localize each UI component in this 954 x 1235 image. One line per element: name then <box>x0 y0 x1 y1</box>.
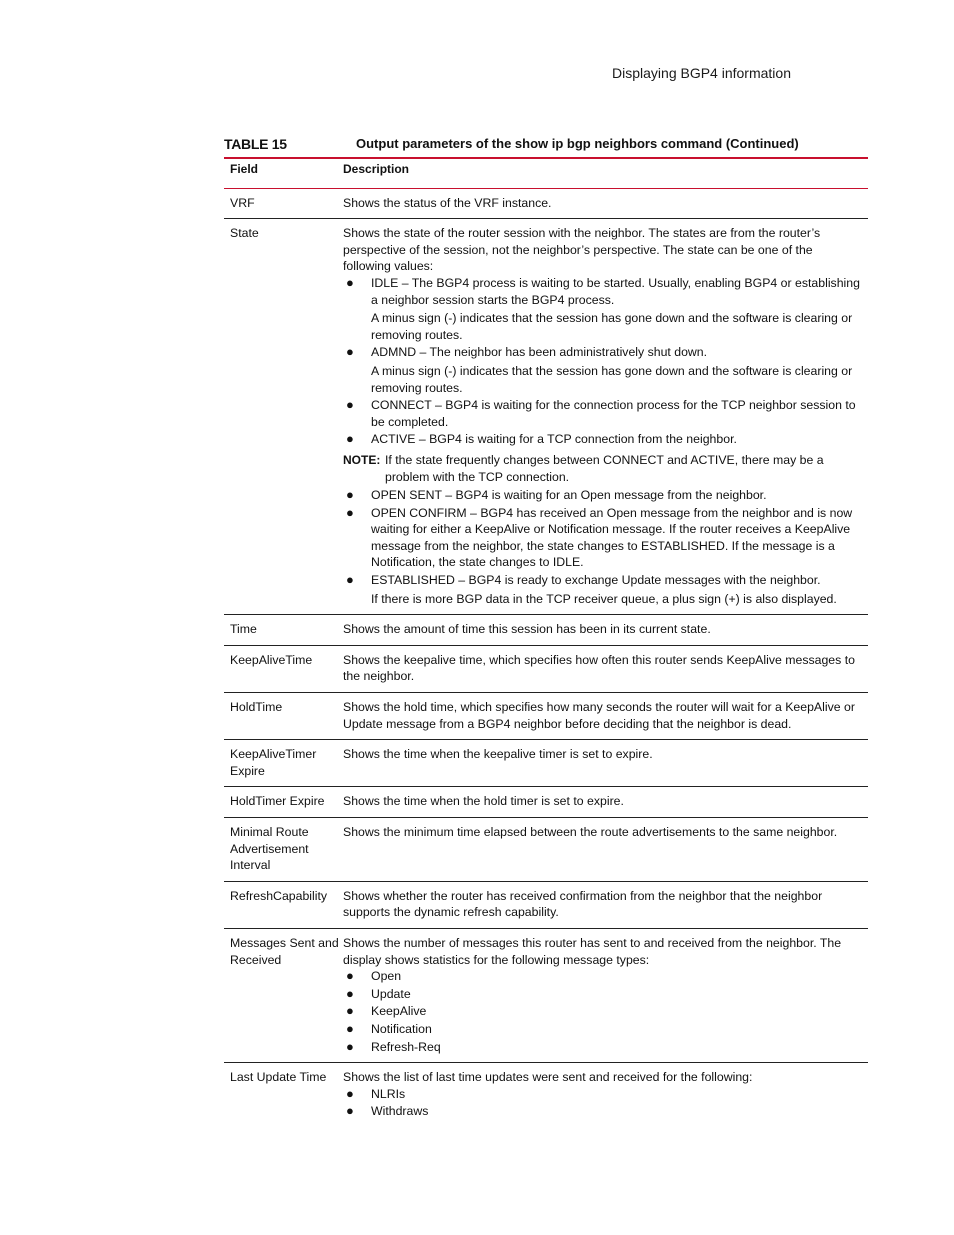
description-cell: Shows the hold time, which specifies how many seconds the router will wait for a KeepAlive or Update message from a BGP4 neighbor before deciding that the neighbor is dead. <box>343 700 855 731</box>
bullet-text: Update <box>371 986 411 1001</box>
bullet-icon: ● <box>346 504 354 520</box>
field-cell: KeepAliveTime <box>230 652 313 667</box>
bullet-text: NLRIs <box>371 1086 406 1101</box>
description-text: Shows the number of messages this router has sent to and received from the neighbor. The display shows statistics for the following message types: <box>343 935 842 967</box>
list-item <box>343 344 862 396</box>
bullet-icon: ● <box>346 1085 354 1101</box>
bullet-list <box>343 487 862 607</box>
table-title-command: show ip bgp neighbors <box>514 136 658 151</box>
bullet-icon: ● <box>346 487 354 503</box>
column-header-description: Description <box>343 162 410 176</box>
list-item <box>343 1086 862 1103</box>
bullet-icon: ● <box>346 431 354 447</box>
list-item <box>343 986 862 1003</box>
list-item <box>343 1003 862 1020</box>
bullet-text: KeepAlive <box>371 1004 427 1019</box>
table-title-prefix: Output parameters of the <box>356 136 515 151</box>
table-row <box>224 929 868 1063</box>
bullet-text: Withdraws <box>371 1104 429 1119</box>
field-cell: Time <box>230 622 257 637</box>
bullet-subtext: A minus sign (-) indicates that the session has gone down and the software is clearing or removing routes. <box>371 363 853 395</box>
description-cell <box>343 935 868 1055</box>
field-cell: Minimal Route Advertisement Interval <box>230 825 309 873</box>
bullet-icon: ● <box>346 1038 354 1054</box>
description-cell <box>343 1069 868 1120</box>
table-title-suffix: command (Continued) <box>657 136 799 151</box>
description-cell: Shows the amount of time this session has been in its current state. <box>343 622 711 637</box>
note-label: NOTE: <box>343 452 381 467</box>
table-row <box>224 1063 868 1127</box>
bullet-text: ADMND – The neighbor has been administratively shut down. <box>371 345 708 360</box>
list-item <box>343 1039 862 1056</box>
table-row <box>224 219 868 615</box>
bullet-icon: ● <box>346 572 354 588</box>
table-row <box>224 693 868 740</box>
table-header-row <box>224 158 868 189</box>
bullet-text: Notification <box>371 1021 432 1036</box>
table-row <box>224 740 868 787</box>
description-cell: Shows the minimum time elapsed between the route advertisements to the same neighbor. <box>343 825 838 839</box>
list-item <box>343 275 862 343</box>
running-header: Displaying BGP4 information <box>612 65 791 81</box>
bullet-text: IDLE – The BGP4 process is waiting to be started. Usually, enabling BGP4 or establishing a neighbor session starts the BGP4 process. <box>371 275 860 307</box>
bullet-icon: ● <box>346 397 354 413</box>
description-cell: Shows the status of the VRF instance. <box>343 195 552 210</box>
table-row <box>224 615 868 646</box>
table-row <box>224 818 868 882</box>
list-item <box>343 487 862 504</box>
note <box>343 452 862 485</box>
parameters-table <box>224 158 868 1127</box>
bullet-text: OPEN CONFIRM – BGP4 has received an Open message from the neighbor and is now waiting for either a KeepAlive or Notification message. If the router receives a KeepAlive message from the neighbor, the state changes to ESTABLISHED. If the message is a Notification, the state changes to IDLE. <box>371 505 853 570</box>
column-header-field: Field <box>230 162 259 176</box>
bullet-subtext: A minus sign (-) indicates that the session has gone down and the software is clearing or removing routes. <box>371 311 853 342</box>
field-cell: HoldTime <box>230 700 283 715</box>
description-cell: Shows the time when the hold timer is set to expire. <box>343 794 624 809</box>
bullet-icon: ● <box>346 1020 354 1036</box>
description-cell: Shows the keepalive time, which specifies how often this router sends KeepAlive messages to the neighbor. <box>343 652 855 684</box>
table-row <box>224 882 868 929</box>
table-title <box>356 136 799 151</box>
bullet-list <box>343 1086 862 1120</box>
table-number: TABLE 15 <box>224 136 287 152</box>
table-row <box>224 787 868 818</box>
bullet-text: CONNECT – BGP4 is waiting for the connection process for the TCP neighbor session to be completed. <box>371 398 856 429</box>
bullet-subtext: If there is more BGP data in the TCP receiver queue, a plus sign (+) is also displayed. <box>371 591 837 606</box>
field-cell: State <box>230 226 259 241</box>
list-item <box>343 397 862 430</box>
list-item <box>343 1021 862 1038</box>
table-row <box>224 646 868 693</box>
bullet-text: Open <box>371 969 402 984</box>
bullet-icon: ● <box>346 1103 354 1119</box>
bullet-icon: ● <box>346 985 354 1001</box>
bullet-text: ACTIVE – BGP4 is waiting for a TCP connection from the neighbor. <box>371 432 737 447</box>
list-item <box>343 431 862 448</box>
description-cell <box>343 225 868 607</box>
note-text: If the state frequently changes between CONNECT and ACTIVE, there may be a problem with the TCP connection. <box>385 452 824 484</box>
bullet-icon: ● <box>346 1003 354 1019</box>
description-cell: Shows whether the router has received confirmation from the neighbor that the neighbor supports the dynamic refresh capability. <box>343 888 823 920</box>
list-item <box>343 572 862 607</box>
bullet-text: ESTABLISHED – BGP4 is ready to exchange Update messages with the neighbor. <box>371 573 821 588</box>
field-cell: Last Update Time <box>230 1070 327 1085</box>
list-item <box>343 505 862 571</box>
bullet-icon: ● <box>346 968 354 984</box>
description-cell: Shows the time when the keepalive timer is set to expire. <box>343 747 653 762</box>
field-cell: Messages Sent and Received <box>230 935 339 967</box>
table-row <box>224 189 868 220</box>
bullet-icon: ● <box>346 274 354 290</box>
bullet-icon: ● <box>346 344 354 360</box>
field-cell: VRF <box>230 195 255 210</box>
field-cell: HoldTimer Expire <box>230 794 325 809</box>
description-text: Shows the state of the router session with the neighbor. The states are from the router’s perspective of the session, not the neighbor’s perspective. The state can be one of the following values: <box>343 226 821 274</box>
list-item <box>343 1103 862 1120</box>
bullet-text: Refresh-Req <box>371 1039 441 1054</box>
bullet-text: OPEN SENT – BGP4 is waiting for an Open message from the neighbor. <box>371 488 767 503</box>
bullet-list <box>343 275 862 448</box>
field-cell: KeepAliveTimer Expire <box>230 747 317 778</box>
table-caption <box>224 135 868 159</box>
description-text: Shows the list of last time updates were sent and received for the following: <box>343 1070 753 1085</box>
bullet-list <box>343 968 862 1055</box>
field-cell: RefreshCapability <box>230 888 328 903</box>
list-item <box>343 968 862 985</box>
